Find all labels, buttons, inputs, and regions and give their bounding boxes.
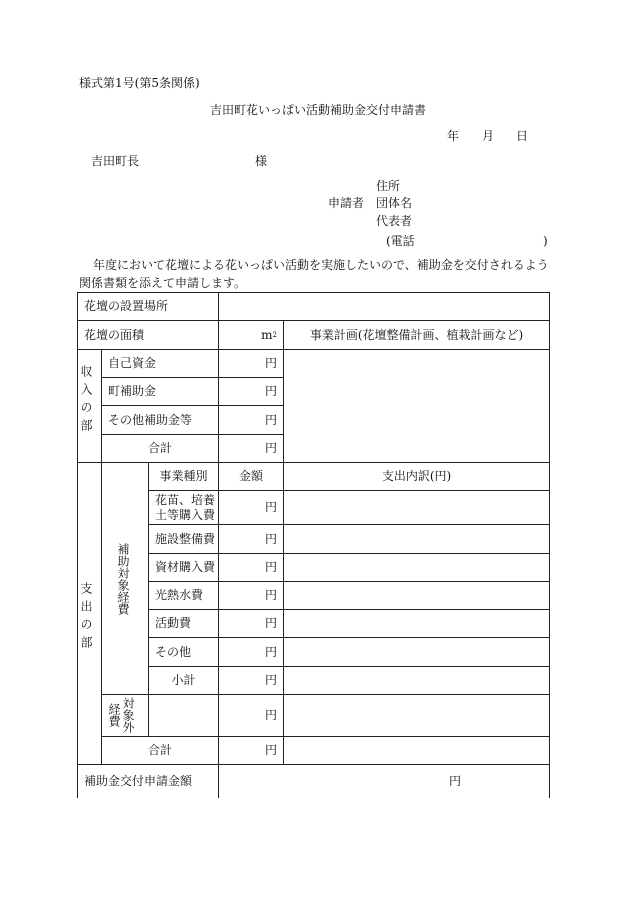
yen-unit: 円 (264, 673, 277, 687)
expense-row-label: その他 (155, 644, 192, 659)
body-text-line2: 関係書類を添えて申請します。 (79, 276, 247, 290)
grant-request-yen: 円 (449, 774, 462, 788)
expense-total-label: 合計 (147, 743, 172, 757)
subsidy-target-label: 補助対象経費 (116, 543, 130, 615)
applicant-rep-label: 代表者 (376, 214, 413, 228)
document-title: 吉田町花いっぱい活動補助金交付申請書 (210, 103, 427, 117)
applicant-phone-label: (電話 (386, 234, 415, 248)
expense-row-label (149, 491, 218, 524)
yen-unit: 円 (264, 708, 277, 722)
subtotal-label: 小計 (171, 673, 196, 687)
expense-row-label-line: 花苗、培養 (155, 492, 216, 507)
income-row-label: 町補助金 (108, 384, 157, 398)
income-section-label: 収入の部 (79, 365, 93, 437)
rule (101, 694, 550, 695)
applicant-phone-close: ) (543, 234, 548, 248)
form-number: 様式第1号(第5条関係) (79, 76, 200, 90)
area-unit-base: m (261, 327, 273, 342)
income-row-label: 自己資金 (108, 356, 157, 370)
addressee-name: 吉田町長 (91, 154, 140, 168)
addressee-honorific: 様 (255, 154, 268, 168)
applicant-label: 申請者 (328, 196, 365, 210)
expense-row-label: 資材購入費 (155, 560, 216, 574)
yen-unit: 円 (264, 588, 277, 602)
area-unit-sup: 2 (272, 330, 277, 339)
date-year: 年 (447, 129, 460, 143)
date-day: 日 (516, 129, 529, 143)
yen-unit: 円 (264, 560, 277, 574)
income-total-label: 合計 (147, 441, 172, 455)
income-row-label: その他補助金等 (108, 412, 193, 427)
yen-unit: 円 (264, 384, 277, 398)
area-label: 花壇の面積 (84, 327, 145, 342)
non-target-label-a: 経費 (107, 703, 121, 727)
expense-row-label: 活動費 (155, 616, 192, 630)
col-type-header: 事業種別 (159, 469, 208, 483)
applicant-address-label: 住所 (376, 179, 401, 193)
applicant-group-label: 団体名 (376, 196, 413, 210)
grant-request-label: 補助金交付申請金額 (84, 774, 193, 788)
yen-unit: 円 (264, 356, 277, 370)
plan-label: 事業計画(花壇整備計画、植栽計画など) (309, 327, 524, 342)
date-month: 月 (482, 129, 495, 143)
yen-unit: 円 (264, 531, 277, 546)
yen-unit: 円 (264, 412, 277, 427)
yen-unit: 円 (264, 616, 277, 630)
expense-row-label-line: 土等購入費 (155, 507, 216, 522)
body-text-line1: 年度において花壇による花いっぱい活動を実施したいので、補助金を交付されるよう (93, 258, 549, 272)
yen-unit: 円 (264, 644, 277, 659)
col-breakdown-header: 支出内訳(円) (381, 469, 452, 483)
expense-row-label: 光熱水費 (155, 588, 204, 602)
non-target-label-b: 対象外 (121, 697, 135, 733)
rule (549, 292, 550, 798)
yen-unit: 円 (264, 441, 277, 455)
yen-unit: 円 (264, 743, 277, 757)
expense-section-label: 支出の部 (79, 582, 93, 654)
expense-row-label: 施設整備費 (155, 531, 216, 546)
yen-unit: 円 (264, 500, 277, 514)
area-unit (219, 321, 283, 349)
location-label: 花壇の設置場所 (84, 299, 169, 313)
rule (77, 292, 78, 798)
col-amount-header: 金額 (238, 469, 263, 483)
rule (283, 320, 284, 764)
